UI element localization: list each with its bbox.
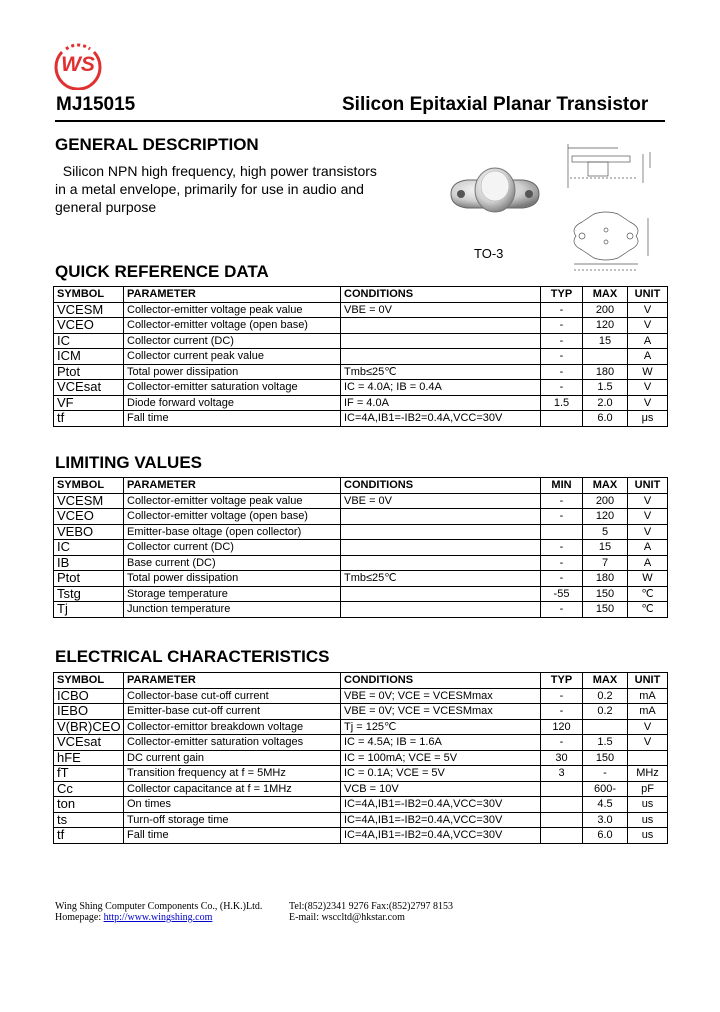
table-row: [54, 781, 668, 797]
max-cell: 6.0: [583, 411, 628, 427]
table-row: [54, 540, 668, 556]
value-cell: -: [541, 571, 583, 587]
footer-email[interactable]: E-mail: wsccltd@hkstar.com: [289, 912, 405, 923]
homepage-label: Homepage:: [55, 912, 102, 923]
document-title: Silicon Epitaxial Planar Transistor: [342, 94, 649, 115]
conditions-cell: IC=4A,IB1=-IB2=0.4A,VCC=30V: [341, 812, 541, 828]
table-row: [54, 395, 668, 411]
column-header: TYP: [541, 673, 583, 689]
quick-reference-table: [53, 286, 668, 427]
conditions-cell: Tmb≤25℃: [341, 364, 541, 380]
limiting-values-table: [53, 477, 668, 618]
unit-cell: mA: [628, 688, 668, 704]
unit-cell: mA: [628, 704, 668, 720]
column-header: SYMBOL: [54, 673, 124, 689]
conditions-cell: Tj = 125℃: [341, 719, 541, 735]
unit-cell: pF: [628, 781, 668, 797]
value-cell: -: [541, 349, 583, 365]
unit-cell: V: [628, 524, 668, 540]
footer-homepage: [55, 912, 212, 923]
max-cell: [583, 719, 628, 735]
electrical-characteristics-heading: ELECTRICAL CHARACTERISTICS: [55, 647, 330, 666]
symbol-cell: VCEO: [54, 318, 124, 334]
symbol-cell: VCESM: [54, 302, 124, 318]
parameter-cell: Collector-emitter saturation voltages: [124, 735, 341, 751]
table-row: [54, 380, 668, 396]
parameter-cell: Emitter-base cut-off current: [124, 704, 341, 720]
logo-text: WS: [61, 53, 95, 76]
value-cell: [541, 411, 583, 427]
conditions-cell: IF = 4.0A: [341, 395, 541, 411]
symbol-cell: IC: [54, 333, 124, 349]
max-cell: -: [583, 766, 628, 782]
conditions-cell: VCB = 10V: [341, 781, 541, 797]
table-row: [54, 688, 668, 704]
conditions-cell: VBE = 0V; VCE = VCESMmax: [341, 688, 541, 704]
conditions-cell: VBE = 0V; VCE = VCESMmax: [341, 704, 541, 720]
table-row: [54, 524, 668, 540]
max-cell: 180: [583, 571, 628, 587]
parameter-cell: Storage temperature: [124, 586, 341, 602]
table-row: [54, 719, 668, 735]
value-cell: -: [541, 302, 583, 318]
value-cell: -: [541, 493, 583, 509]
column-header: MAX: [583, 673, 628, 689]
parameter-cell: Collector-base cut-off current: [124, 688, 341, 704]
column-header: PARAMETER: [124, 673, 341, 689]
conditions-cell: [341, 555, 541, 571]
symbol-cell: Cc: [54, 781, 124, 797]
max-cell: 200: [583, 493, 628, 509]
unit-cell: A: [628, 333, 668, 349]
parameter-cell: Collector-emitter voltage peak value: [124, 302, 341, 318]
parameter-cell: Collector current peak value: [124, 349, 341, 365]
homepage-link[interactable]: http://www.wingshing.com: [103, 912, 213, 923]
description-line: Silicon NPN high frequency, high power transistors: [55, 163, 377, 179]
unit-cell: V: [628, 395, 668, 411]
limiting-values-heading: LIMITING VALUES: [55, 453, 203, 472]
column-header: CONDITIONS: [341, 287, 541, 303]
value-cell: 120: [541, 719, 583, 735]
max-cell: 4.5: [583, 797, 628, 813]
table-row: [54, 364, 668, 380]
quick-reference-heading: QUICK REFERENCE DATA: [55, 262, 269, 281]
table-header-row: [54, 287, 668, 303]
conditions-cell: [341, 540, 541, 556]
conditions-cell: [341, 318, 541, 334]
conditions-cell: IC = 4.0A; IB = 0.4A: [341, 380, 541, 396]
parameter-cell: Collector current (DC): [124, 540, 341, 556]
unit-cell: A: [628, 349, 668, 365]
unit-cell: ℃: [628, 586, 668, 602]
symbol-cell: VCESM: [54, 493, 124, 509]
table-row: [54, 735, 668, 751]
parameter-cell: Collector current (DC): [124, 333, 341, 349]
column-header: SYMBOL: [54, 287, 124, 303]
column-header: TYP: [541, 287, 583, 303]
symbol-cell: tf: [54, 828, 124, 844]
description-line: general purpose: [55, 199, 157, 215]
conditions-cell: Tmb≤25℃: [341, 571, 541, 587]
table-row: [54, 349, 668, 365]
table-row: [54, 302, 668, 318]
unit-cell: A: [628, 555, 668, 571]
max-cell: 15: [583, 540, 628, 556]
table-row: [54, 812, 668, 828]
conditions-cell: IC=4A,IB1=-IB2=0.4A,VCC=30V: [341, 411, 541, 427]
unit-cell: V: [628, 493, 668, 509]
symbol-cell: VCEO: [54, 509, 124, 525]
value-cell: 3: [541, 766, 583, 782]
column-header: CONDITIONS: [341, 673, 541, 689]
unit-cell: V: [628, 380, 668, 396]
value-cell: [541, 781, 583, 797]
conditions-cell: [341, 349, 541, 365]
description-line: in a metal envelope, primarily for use in audio and: [55, 181, 364, 197]
conditions-cell: VBE = 0V: [341, 302, 541, 318]
column-header: MIN: [541, 478, 583, 494]
conditions-cell: IC = 4.5A; IB = 1.6A: [341, 735, 541, 751]
symbol-cell: VF: [54, 395, 124, 411]
value-cell: -: [541, 318, 583, 334]
max-cell: 5: [583, 524, 628, 540]
parameter-cell: Collector-emitter voltage (open base): [124, 318, 341, 334]
symbol-cell: fT: [54, 766, 124, 782]
table-row: [54, 555, 668, 571]
table-row: [54, 493, 668, 509]
table-row: [54, 766, 668, 782]
footer-company: Wing Shing Computer Components Co., (H.K.)Ltd.: [55, 901, 263, 912]
symbol-cell: ICM: [54, 349, 124, 365]
parameter-cell: Transition frequency at f = 5MHz: [124, 766, 341, 782]
parameter-cell: Base current (DC): [124, 555, 341, 571]
parameter-cell: Emitter-base oltage (open collector): [124, 524, 341, 540]
max-cell: 1.5: [583, 380, 628, 396]
table-row: [54, 828, 668, 844]
column-header: PARAMETER: [124, 287, 341, 303]
column-header: SYMBOL: [54, 478, 124, 494]
conditions-cell: IC = 100mA; VCE = 5V: [341, 750, 541, 766]
unit-cell: W: [628, 364, 668, 380]
unit-cell: V: [628, 719, 668, 735]
value-cell: -: [541, 364, 583, 380]
value-cell: -: [541, 602, 583, 618]
unit-cell: us: [628, 828, 668, 844]
table-row: [54, 797, 668, 813]
column-header: UNIT: [628, 673, 668, 689]
unit-cell: us: [628, 797, 668, 813]
value-cell: -: [541, 380, 583, 396]
to3-package-photo: [445, 160, 545, 230]
max-cell: 7: [583, 555, 628, 571]
value-cell: -: [541, 509, 583, 525]
value-cell: 1.5: [541, 395, 583, 411]
value-cell: -: [541, 704, 583, 720]
unit-cell: us: [628, 812, 668, 828]
symbol-cell: VCEsat: [54, 735, 124, 751]
max-cell: [583, 349, 628, 365]
conditions-cell: IC=4A,IB1=-IB2=0.4A,VCC=30V: [341, 797, 541, 813]
parameter-cell: Collector-emitter saturation voltage: [124, 380, 341, 396]
max-cell: 0.2: [583, 704, 628, 720]
parameter-cell: Collector-emittor breakdown voltage: [124, 719, 341, 735]
general-description-heading: GENERAL DESCRIPTION: [55, 135, 259, 154]
max-cell: 120: [583, 318, 628, 334]
parameter-cell: Fall time: [124, 828, 341, 844]
max-cell: 3.0: [583, 812, 628, 828]
conditions-cell: VBE = 0V: [341, 493, 541, 509]
conditions-cell: [341, 333, 541, 349]
unit-cell: ℃: [628, 602, 668, 618]
general-description-text: [55, 162, 415, 216]
column-header: PARAMETER: [124, 478, 341, 494]
table-row: [54, 602, 668, 618]
column-header: CONDITIONS: [341, 478, 541, 494]
max-cell: 150: [583, 602, 628, 618]
symbol-cell: Tj: [54, 602, 124, 618]
value-cell: -: [541, 333, 583, 349]
part-number: MJ15015: [56, 94, 136, 115]
parameter-cell: Junction temperature: [124, 602, 341, 618]
column-header: UNIT: [628, 478, 668, 494]
conditions-cell: [341, 602, 541, 618]
unit-cell: μs: [628, 411, 668, 427]
table-row: [54, 571, 668, 587]
table-row: [54, 411, 668, 427]
parameter-cell: Total power dissipation: [124, 364, 341, 380]
value-cell: -: [541, 555, 583, 571]
unit-cell: MHz: [628, 766, 668, 782]
company-logo: [52, 38, 104, 90]
parameter-cell: Fall time: [124, 411, 341, 427]
unit-cell: V: [628, 509, 668, 525]
symbol-cell: Ptot: [54, 571, 124, 587]
footer-phone: Tel:(852)2341 9276 Fax:(852)2797 8153: [289, 901, 454, 912]
max-cell: 2.0: [583, 395, 628, 411]
max-cell: 0.2: [583, 688, 628, 704]
table-header-row: [54, 478, 668, 494]
symbol-cell: ts: [54, 812, 124, 828]
column-header: MAX: [583, 478, 628, 494]
max-cell: 15: [583, 333, 628, 349]
value-cell: 30: [541, 750, 583, 766]
unit-cell: V: [628, 735, 668, 751]
column-header: MAX: [583, 287, 628, 303]
value-cell: [541, 812, 583, 828]
table-row: [54, 318, 668, 334]
parameter-cell: Turn-off storage time: [124, 812, 341, 828]
parameter-cell: Diode forward voltage: [124, 395, 341, 411]
table-row: [54, 704, 668, 720]
max-cell: 200: [583, 302, 628, 318]
symbol-cell: VCEsat: [54, 380, 124, 396]
symbol-cell: IB: [54, 555, 124, 571]
value-cell: [541, 797, 583, 813]
value-cell: -55: [541, 586, 583, 602]
max-cell: 150: [583, 586, 628, 602]
parameter-cell: DC current gain: [124, 750, 341, 766]
electrical-characteristics-table: [53, 672, 668, 844]
symbol-cell: V(BR)CEO: [54, 719, 124, 735]
max-cell: 150: [583, 750, 628, 766]
conditions-cell: [341, 509, 541, 525]
value-cell: -: [541, 688, 583, 704]
max-cell: 180: [583, 364, 628, 380]
unit-cell: A: [628, 540, 668, 556]
table-row: [54, 509, 668, 525]
unit-cell: V: [628, 302, 668, 318]
parameter-cell: Collector capacitance at f = 1MHz: [124, 781, 341, 797]
conditions-cell: [341, 586, 541, 602]
symbol-cell: Tstg: [54, 586, 124, 602]
package-label: TO-3: [474, 246, 504, 261]
parameter-cell: Collector-emitter voltage peak value: [124, 493, 341, 509]
symbol-cell: IEBO: [54, 704, 124, 720]
conditions-cell: [341, 524, 541, 540]
unit-cell: W: [628, 571, 668, 587]
symbol-cell: tf: [54, 411, 124, 427]
symbol-cell: ICBO: [54, 688, 124, 704]
symbol-cell: IC: [54, 540, 124, 556]
max-cell: 120: [583, 509, 628, 525]
value-cell: [541, 828, 583, 844]
unit-cell: [628, 750, 668, 766]
column-header: UNIT: [628, 287, 668, 303]
value-cell: -: [541, 540, 583, 556]
conditions-cell: IC=4A,IB1=-IB2=0.4A,VCC=30V: [341, 828, 541, 844]
max-cell: 6.0: [583, 828, 628, 844]
table-row: [54, 333, 668, 349]
symbol-cell: ton: [54, 797, 124, 813]
unit-cell: V: [628, 318, 668, 334]
value-cell: [541, 524, 583, 540]
package-outline-drawing: [548, 138, 660, 274]
max-cell: 1.5: [583, 735, 628, 751]
table-row: [54, 750, 668, 766]
parameter-cell: On times: [124, 797, 341, 813]
table-header-row: [54, 673, 668, 689]
max-cell: 600-: [583, 781, 628, 797]
parameter-cell: Collector-emitter voltage (open base): [124, 509, 341, 525]
value-cell: -: [541, 735, 583, 751]
symbol-cell: Ptot: [54, 364, 124, 380]
conditions-cell: IC = 0.1A; VCE = 5V: [341, 766, 541, 782]
symbol-cell: VEBO: [54, 524, 124, 540]
table-row: [54, 586, 668, 602]
header-rule: [55, 120, 665, 122]
symbol-cell: hFE: [54, 750, 124, 766]
parameter-cell: Total power dissipation: [124, 571, 341, 587]
